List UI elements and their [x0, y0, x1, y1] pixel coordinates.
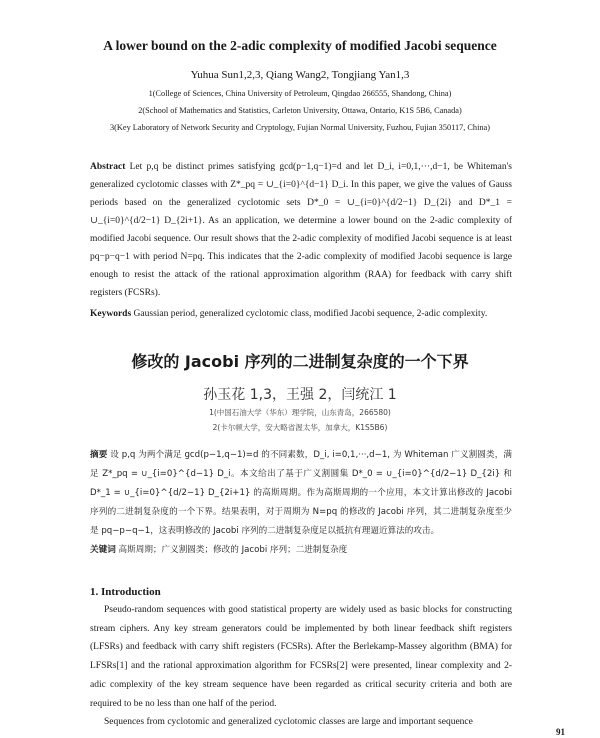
- abstract-en: [90, 158, 512, 302]
- abstract-text-cn: 设 p,q 为两个满足 gcd(p−1,q−1)=d 的不同素数，D_i, i=0,1,···,d−1, 为 Whiteman 广义割圆类，满足 Z*_pq = ∪_{i=0}^{d−1} D_i。本文给出了基于广义割圆集 D*_0 = ∪_{i=0}^{d/2−1} D_{2i} 和 D*_1 = ∪_{i=0}^{d/2−1} D_{2i+1} 的高斯周期。作为高斯周期的一个应用，本文计算出修改的 Jacobi 序列的二进制复杂度的一个下界。结果表明，对于周期为 N=pq 的修改的 Jacobi 序列，其二进制复杂度至少是 pq−p−q−1，这表明修改的 Jacobi 序列的二进制复杂度足以抵抗有理逼近算法的攻击。: [90, 450, 512, 536]
- affiliation-1: 1(College of Sciences, China University of Petroleum, Qingdao 266555, Shandong, China): [148, 89, 452, 98]
- authors-cn: 孙玉花 1,3，王强 2，闫统江 1: [203, 387, 397, 403]
- affiliation-2: 2(School of Mathematics and Statistics, Carleton University, Ottawa, Ontario, K1S 5B6, Canada): [138, 106, 462, 115]
- keywords-label: Keywords: [90, 309, 132, 319]
- paper-title-cn: 修改的 Jacobi 序列的二进制复杂度的一个下界: [131, 352, 469, 371]
- intro-paragraph-2: Sequences from cyclotomic and generalized cyclotomic classes are large and important sequence: [104, 717, 473, 728]
- abstract-cn-label: 摘要: [90, 450, 108, 460]
- keywords-en: [90, 306, 512, 322]
- keywords-text: Gaussian period, generalized cyclotomic class, modified Jacobi sequence, 2-adic complexity.: [133, 309, 488, 319]
- affiliation-cn-2: 2(卡尔顿大学，安大略省渥太华，加拿大，K1S5B6): [212, 423, 388, 432]
- introduction-body: [90, 601, 512, 732]
- abstract-cn: [90, 446, 512, 560]
- abstract-text-en: Let p,q be distinct primes satisfying gcd(p−1,q−1)=d and let D_i, i=0,1,···,d−1, be Whiteman's generalized cyclotomic classes with Z*_pq = ∪_{i=0}^{d−1} D_i. In this paper, we give the values of Gauss periods based on the generalized cyclotomic sets D*_0 = ∪_{i=0}^{d/2−1} D_{2i} and D*_1 = ∪_{i=0}^{d/2−1} D_{2i+1}. As an application, we determine a lower bound on the 2-adic complexity of modified Jacobi sequence. Our result shows that the 2-adic complexity of modified Jacobi sequence is at least pq−p−q−1 with period N=pq. This indicates that the 2-adic complexity of modified Jacobi sequence is large enough to resist the attack of the rational approximation algorithm (RAA) for feedback with carry shift registers (FCSRs).: [90, 162, 513, 298]
- authors-en: Yuhua Sun1,2,3, Qiang Wang2, Tongjiang Yan1,3: [190, 69, 410, 81]
- paper-title-en: A lower bound on the 2-adic complexity of modified Jacobi sequence: [103, 38, 497, 53]
- abstract-label: Abstract: [90, 162, 126, 172]
- section-heading: 1. Introduction: [90, 586, 161, 598]
- keywords-cn-label: 关键词: [90, 545, 116, 555]
- intro-paragraph-1: Pseudo-random sequences with good statistical property are widely used as basic blocks for constructing stream ciphers. Any key stream generators could be implemented by both linear feedback shift registers (LFSRs) and feedback with carry shift registers (FCSRs). After the Berlekamp-Massey algorithm (BMA) for LFSRs[1] and the rational approximation algorithm for FCSRs[2] were presented, linear complexity and 2-adic complexity of the key stream sequence have been regarded as critical security criteria and both are required to be no less than one half of the period.: [90, 605, 512, 709]
- affiliation-3: 3(Key Laboratory of Network Security and Cryptology, Fujian Normal University, Fuzhou, Fujian 350117, China): [110, 123, 490, 132]
- page-number: 91: [556, 727, 565, 737]
- keywords-cn-text: 高斯周期；广义割圆类；修改的 Jacobi 序列；二进制复杂度: [118, 545, 348, 555]
- affiliation-cn-1: 1(中国石油大学（华东）理学院，山东青岛，266580): [209, 408, 391, 417]
